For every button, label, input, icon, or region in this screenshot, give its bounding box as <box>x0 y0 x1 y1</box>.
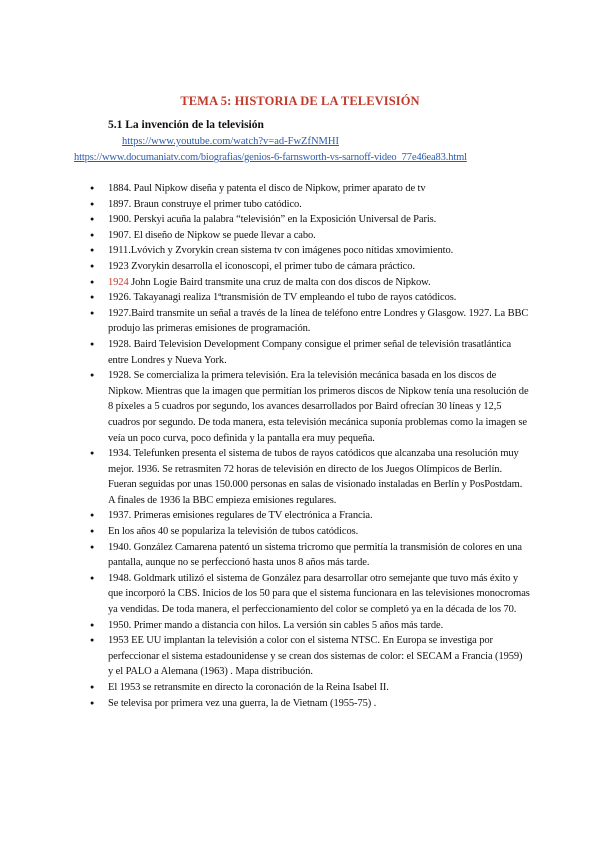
list-item: ● El 1953 se retransmite en directo la coronación de la Reina Isabel II. <box>90 680 530 696</box>
youtube-link[interactable]: https://www.youtube.com/watch?v=ad-FwZfNMHI <box>122 136 339 147</box>
list-item: ● 1884. Paul Nipkow diseña y patenta el disco de Nipkow, primer aparato de tv <box>90 181 530 197</box>
list-item: ● 1934. Telefunken presenta el sistema de tubos de rayos catódicos que alcanzaba una resolución muy mejor. 1936. Se retrasmiten 72 horas de televisión en directo de los Juegos Olímpicos de Berlín. Fueran seguidas por unas 150.000 personas en salas de visionado instaladas en Berlín y PosPostdam. A finales de 1936 la BBC empieza emisiones regulares. <box>90 446 530 508</box>
timeline-list <box>90 181 530 711</box>
list-item: ● 1928. Baird Television Development Company consigue el primer señal de televisión trasatlántica entre Londres y Nueva York. <box>90 337 530 368</box>
list-item: ● 1948. Goldmark utilizó el sistema de González para desarrollar otro semejante que tuvo más éxito y que incorporó la CBS. Inicios de los 50 para que el sistema funcionara en las televisiones monocromas ya vendidas. De toda manera, el perfeccionamiento del color se completó ya en la década de los 70. <box>90 571 530 618</box>
list-item: ● En los años 40 se populariza la televisión de tubos catódicos. <box>90 524 530 540</box>
documaniatv-link[interactable]: https://www.documaniatv.com/biografias/genios-6-farnsworth-vs-sarnoff-video_77e46ea83.html <box>74 152 467 163</box>
list-item: ● 1923 Zvorykin desarrolla el iconoscopi, el primer tubo de cámara práctico. <box>90 259 530 275</box>
list-item: ● 1927.Baird transmite un señal a través de la línea de teléfono entre Londres y Glasgow. 1927. La BBC produjo las primeras emisiones de programación. <box>90 306 530 337</box>
list-item: ● 1924 John Logie Baird transmite una cruz de malta con dos discos de Nipkow. <box>90 275 530 291</box>
highlighted-year: 1924 <box>108 276 129 288</box>
page-title: TEMA 5: HISTORIA DE LA TELEVISIÓN <box>180 94 420 108</box>
list-item: ● 1937. Primeras emisiones regulares de TV electrónica a Francia. <box>90 508 530 524</box>
list-item: ● 1940. González Camarena patentó un sistema tricromo que permitía la transmisión de colores en una pantalla, aunque no se perfeccionó hasta unos 8 años más tarde. <box>90 540 530 571</box>
list-item: ● Se televisa por primera vez una guerra, la de Vietnam (1955-75) . <box>90 696 530 712</box>
list-item: ● 1907. El diseño de Nipkow se puede llevar a cabo. <box>90 228 530 244</box>
list-item: ● 1953 EE UU implantan la televisión a color con el sistema NTSC. En Europa se investiga por perfeccionar el sistema estadounidense y se crean dos sistemas de color: el SECAM a Francia (1959) y el PALO a Alemana (1963) . Mapa distribución. <box>90 633 530 680</box>
section-heading: 5.1 La invención de la televisión <box>108 119 264 131</box>
list-item: ● 1897. Braun construye el primer tubo catódico. <box>90 197 530 213</box>
list-item: ● 1950. Primer mando a distancia con hilos. La versión sin cables 5 años más tarde. <box>90 618 530 634</box>
list-item: ● 1928. Se comercializa la primera televisión. Era la televisión mecánica basada en los discos de Nipkow. Mientras que la imagen que permitían los primeros discos de Nipkow tenía una resolución de 8 píxeles a 5 cuadros por segundo, los avances desarrollados por Baird ofrecían 30 líneas y 12,5 cuadros por segundo. De toda manera, esta televisión mecánica suponía problemas como la imagen se veía un poco curva, poco definida y la pantalla era muy pequeña. <box>90 368 530 446</box>
list-item: ● 1926. Takayanagi realiza 1ªtransmisión de TV empleando el tubo de rayos catódicos. <box>90 290 530 306</box>
list-item: ● 1900. Perskyi acuña la palabra “televisión” en la Exposición Universal de Paris. <box>90 212 530 228</box>
list-item: ● 1911.Lvóvich y Zvorykin crean sistema tv con imágenes poco nítidas xmovimiento. <box>90 243 530 259</box>
